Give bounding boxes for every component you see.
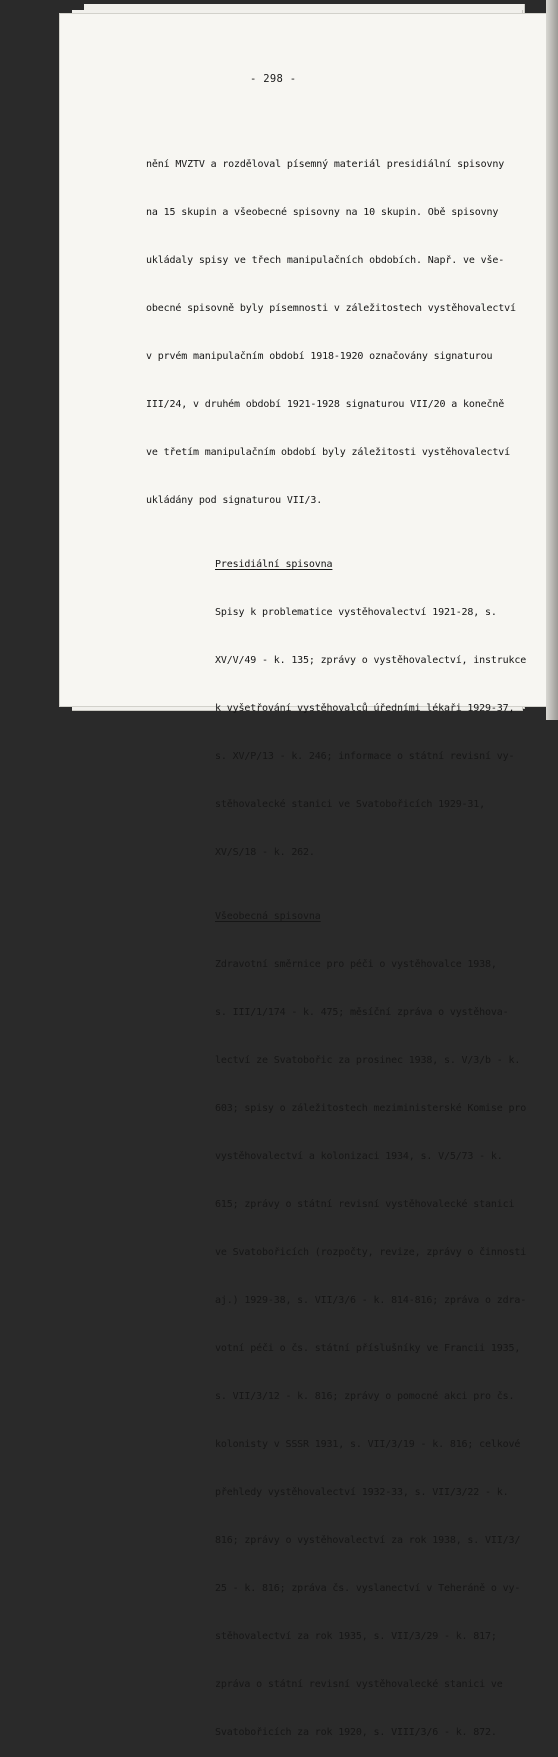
section-line: votní péči o čs. státní příslušníky ve Francii 1935, [215,1343,521,1354]
document-body [146,125,526,1757]
section-line: XV/V/49 - k. 135; zprávy o vystěhovalectví, instrukce [215,655,527,666]
section-line: k vyšetřování vystěhovalců úředními lékaři 1929-37, [215,703,515,714]
section-line: stěhovalectví za rok 1935, s. VII/3/29 - k. 817; [215,1631,497,1642]
page-number: - 298 - [250,73,297,85]
body-line: ukládány pod signaturou VII/3. [146,495,323,506]
body-line: ukládaly spisy ve třech manipulačních obdobích. Např. ve vše- [146,255,505,266]
scan-edge [546,0,558,720]
section-line: s. III/1/174 - k. 475; měsíční zpráva o vystěhova- [215,1007,509,1018]
section-line: přehledy vystěhovalectví 1932-33, s. VII/3/22 - k. [215,1487,509,1498]
section-line: vystěhovalectví a kolonizaci 1934, s. V/5/73 - k. [215,1151,503,1162]
section-line: 25 - k. 816; zpráva čs. vyslanectví v Teheráně o vy- [215,1583,521,1594]
body-line: III/24, v druhém období 1921-1928 signaturou VII/20 a konečně [146,399,505,410]
section-line: lectví ze Svatobořic za prosinec 1938, s. V/3/b - k. [215,1055,521,1066]
section-line: 816; zprávy o vystěhovalectví za rok 1938, s. VII/3/ [215,1535,521,1546]
section-line: Zdravotní směrnice pro péči o vystěhovalce 1938, [215,959,497,970]
section-line: 615; zprávy o státní revisní vystěhovalecké stanici [215,1199,515,1210]
body-line: ve třetím manipulačním období byly záležitosti vystěhovalectví [146,447,510,458]
section-line: stěhovalecké stanici ve Svatobořicích 1929-31, [215,799,486,810]
section-line: ve Svatobořicích (rozpočty, revize, zprávy o činnosti [215,1247,527,1258]
section-line: s. VII/3/12 - k. 816; zprávy o pomocné akci pro čs. [215,1391,515,1402]
section-line: XV/S/18 - k. 262. [215,847,315,858]
section-line: 603; spisy o záležitostech meziministerské Komise pro [215,1103,527,1114]
section-line: Svatobořicích za rok 1920, s. VIII/3/6 - k. 872. [215,1727,497,1738]
section-line: s. XV/P/13 - k. 246; informace o státní revisní vy- [215,751,515,762]
body-line: nění MVZTV a rozděloval písemný materiál presidiální spisovny [146,159,505,170]
section-line: aj.) 1929-38, s. VII/3/6 - k. 814-816; zpráva o zdra- [215,1295,527,1306]
section-line: zpráva o státní revisní vystěhovalecké stanici ve [215,1679,503,1690]
section-heading-presidial: Presidiální spisovna [215,559,333,570]
section-line: kolonisty v SSSR 1931, s. VII/3/19 - k. 816; celkové [215,1439,521,1450]
body-line: v prvém manipulačním období 1918-1920 označovány signaturou [146,351,493,362]
body-line: obecné spisovně byly písemnosti v záležitostech vystěhovalectví [146,303,516,314]
section-heading-general: Všeobecná spisovna [215,911,321,922]
body-line: na 15 skupin a všeobecné spisovny na 10 skupin. Obě spisovny [146,207,499,218]
section-line: Spisy k problematice vystěhovalectví 1921-28, s. [215,607,497,618]
